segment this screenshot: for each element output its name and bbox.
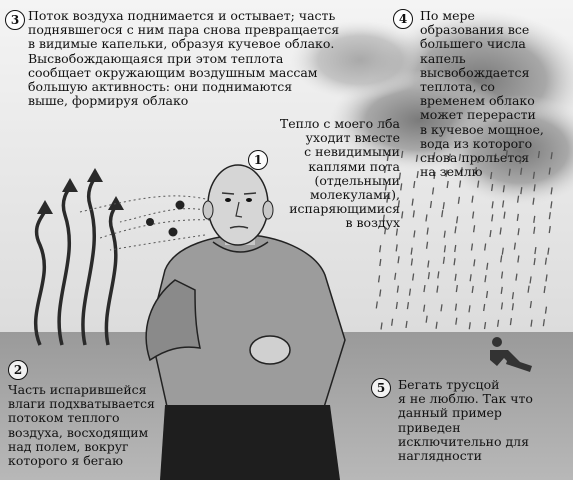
- callout-3-number: 3: [5, 10, 25, 30]
- callout-5: [398, 378, 568, 463]
- callout-4-text: По мере образования все большего числа капель высвобождается теплота, со временем облако может перерасти в кучевое мощное, вода из которого снова прольется на землю: [420, 8, 544, 180]
- callout-1: [270, 117, 400, 231]
- callout-4: [420, 9, 570, 179]
- callout-3-text: Поток воздуха поднимается и остывает; часть поднявшегося с ним пара снова превращается в видимые капельки, образуя кучевое облако. Высвобождающаяся при этом теплота сообщает окружающим воздушным массам большую активность: они поднимаются выше, формируя облако: [28, 8, 340, 109]
- callout-5-number: 5: [371, 378, 391, 398]
- callout-1-text: Тепло с моего лба уходит вместе с невидимыми каплями пота (отдельными молекулами), испаряющимися в воздух: [279, 116, 400, 231]
- callout-3: [28, 9, 368, 108]
- callout-5-text: Бегать трусцой я не люблю. Так что данный пример приведен исключительно для наглядности: [398, 377, 533, 464]
- callout-2-text: Часть испарившейся влаги подхватывается потоком теплого воздуха, восходящим над полем, вокруг которого я бегаю: [8, 382, 155, 469]
- callout-4-number: 4: [393, 9, 413, 29]
- callout-2-number: 2: [8, 360, 28, 380]
- callout-2: [8, 383, 178, 468]
- callout-1-number: 1: [248, 150, 268, 170]
